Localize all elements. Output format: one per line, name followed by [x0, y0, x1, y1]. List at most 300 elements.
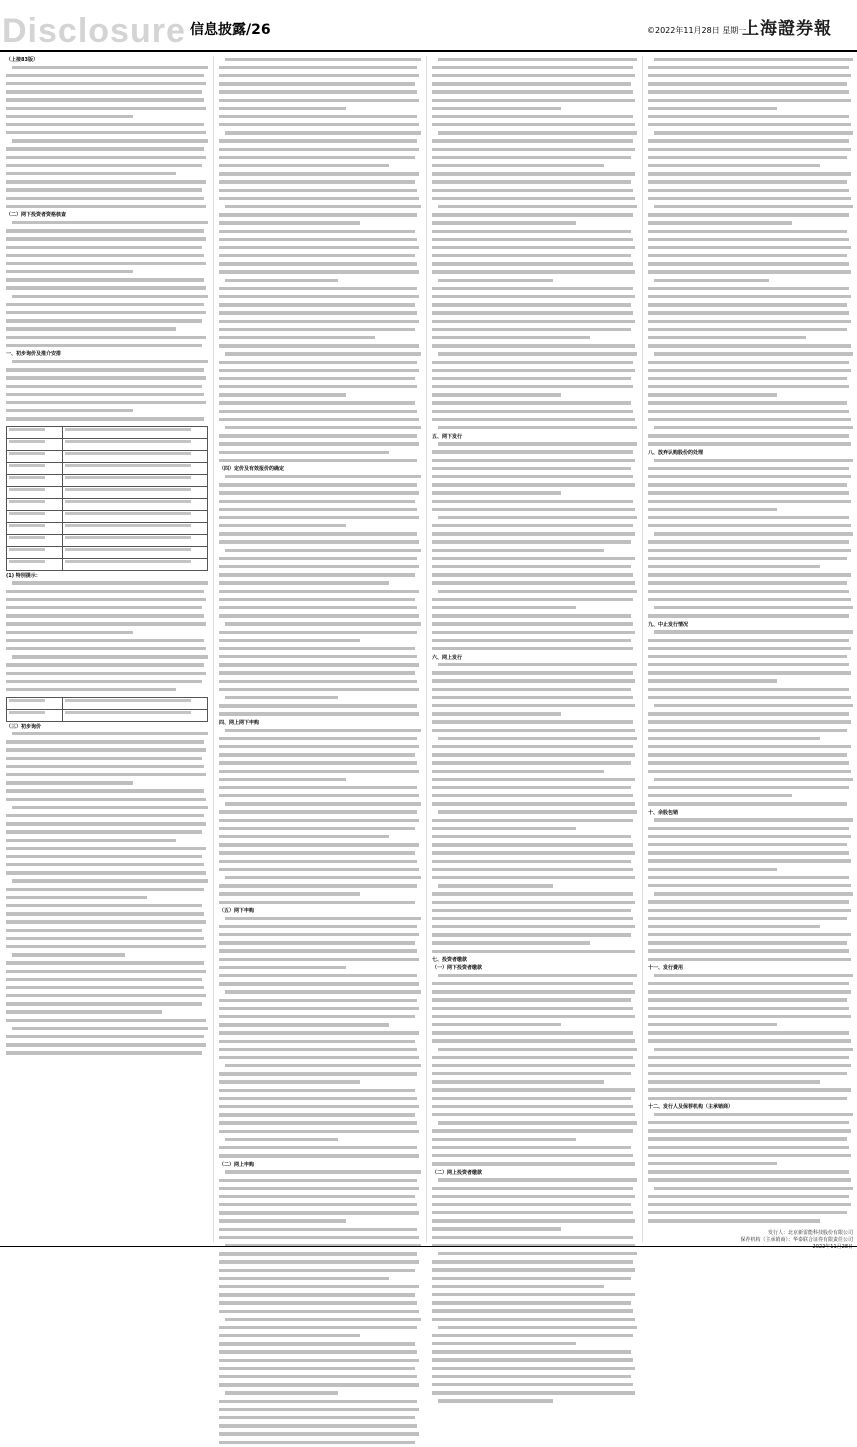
text-line [6, 896, 208, 903]
text-line [219, 990, 421, 997]
text-line [6, 197, 208, 204]
text-line [6, 417, 208, 424]
text-line [219, 156, 421, 163]
text-line [6, 847, 208, 854]
text-line [648, 925, 853, 932]
text-line [219, 1391, 421, 1398]
column-heading: （四）定价及有效报价的确定 [219, 466, 285, 473]
text-line [6, 360, 208, 367]
column-divider [642, 56, 643, 1242]
text-line [219, 1326, 421, 1333]
text-line [219, 524, 421, 531]
text-line [648, 1195, 853, 1202]
text-line [648, 1121, 853, 1128]
text-line [648, 1048, 853, 1055]
text-line [219, 1195, 421, 1202]
text-line [219, 418, 421, 425]
text-line [6, 814, 208, 821]
column-heading: 八、放弃认购股份的处理 [648, 450, 704, 456]
text-line [648, 786, 853, 793]
text-line [432, 107, 637, 114]
text-line [648, 1056, 853, 1063]
text-line [432, 1072, 637, 1079]
column-heading: 一、初步询价及推介安排 [6, 351, 62, 358]
text-line [219, 213, 421, 220]
text-line [648, 344, 853, 351]
text-line [432, 761, 637, 768]
text-line [219, 1432, 421, 1439]
text-line [219, 352, 421, 359]
text-line [648, 369, 853, 376]
text-line [432, 1252, 637, 1259]
text-line [219, 1359, 421, 1366]
text-line [648, 189, 853, 196]
text-line [219, 66, 421, 73]
text-line [432, 1031, 637, 1038]
text-line [6, 879, 208, 886]
section-word: Disclosure [2, 12, 186, 50]
column-heading: 十一、发行费用 [648, 965, 684, 972]
text-line [219, 1080, 421, 1087]
column-heading: （五）网下申购 [219, 908, 255, 915]
text-line [432, 1039, 637, 1046]
masthead [0, 0, 857, 52]
text-line [6, 581, 208, 588]
text-line [648, 238, 853, 245]
text-line [219, 688, 421, 695]
text-line [648, 704, 853, 711]
text-line [219, 729, 421, 736]
text-line [432, 639, 637, 646]
text-line [219, 221, 421, 228]
text-line [6, 147, 208, 154]
text-line [432, 925, 637, 932]
text-line [432, 1064, 637, 1071]
text-line [432, 1187, 637, 1194]
text-line [432, 745, 637, 752]
text-line [648, 246, 853, 253]
text-line [432, 1138, 637, 1145]
text-line [219, 401, 421, 408]
text-line [648, 508, 853, 515]
text-line [219, 614, 421, 621]
text-line [6, 631, 208, 638]
text-line [219, 1318, 421, 1325]
text-line [432, 1105, 637, 1112]
text-line [219, 663, 421, 670]
text-line [432, 508, 637, 515]
text-line [219, 1072, 421, 1079]
text-line [219, 238, 421, 245]
text-line [219, 189, 421, 196]
column-heading: (1) 特别提示： [6, 572, 41, 579]
text-line [648, 516, 853, 523]
text-line [219, 230, 421, 237]
text-line [6, 393, 208, 400]
text-line [648, 606, 853, 613]
text-line [219, 1301, 421, 1308]
table-cell [7, 546, 63, 558]
text-line [432, 205, 637, 212]
body-text [648, 459, 853, 621]
text-line [648, 1178, 853, 1185]
header-rule [0, 50, 857, 52]
text-line [219, 254, 421, 261]
text-line [432, 1146, 637, 1153]
text-line [6, 368, 208, 375]
text-line [648, 663, 853, 670]
text-line [219, 532, 421, 539]
text-line [219, 123, 421, 130]
text-line [432, 139, 637, 146]
text-line [432, 1023, 637, 1030]
text-line [432, 254, 637, 261]
column-heading: 七、投资者缴款 [432, 957, 468, 964]
text-line [648, 900, 853, 907]
text-line [219, 1138, 421, 1145]
text-line [432, 303, 637, 310]
text-line [648, 868, 853, 875]
text-line [648, 401, 853, 408]
text-line [648, 696, 853, 703]
column-heading: （二）网上申购 [219, 1161, 255, 1168]
text-line [219, 336, 421, 343]
text-line [219, 802, 421, 809]
text-line [432, 974, 637, 981]
text-line [648, 107, 853, 114]
text-line [648, 540, 853, 547]
text-line [6, 66, 208, 73]
text-line [648, 761, 853, 768]
text-line [648, 998, 853, 1005]
text-line [432, 475, 637, 482]
text-line [432, 336, 637, 343]
text-line [648, 532, 853, 539]
text-line [6, 663, 208, 670]
text-line [648, 745, 853, 752]
text-line [6, 1019, 208, 1026]
text-line [432, 1260, 637, 1267]
text-line [648, 958, 853, 965]
text-line [219, 835, 421, 842]
text-line [219, 1441, 421, 1447]
text-line [432, 631, 637, 638]
text-line [219, 884, 421, 891]
text-line [219, 1121, 421, 1128]
text-line [6, 319, 208, 326]
text-line [432, 418, 637, 425]
text-line [432, 189, 637, 196]
text-line [219, 1048, 421, 1055]
table-cell [7, 498, 63, 510]
text-line [6, 655, 208, 662]
text-line [432, 221, 637, 228]
text-line [432, 123, 637, 130]
text-line [648, 434, 853, 441]
text-line [432, 1350, 637, 1357]
text-line [6, 221, 208, 228]
text-line [648, 843, 853, 850]
text-line [648, 794, 853, 801]
text-line [432, 1383, 637, 1390]
text-line [432, 901, 637, 908]
text-line [219, 205, 421, 212]
article-column-4 [648, 56, 853, 1242]
text-line [219, 639, 421, 646]
text-line [648, 835, 853, 842]
text-line [648, 1097, 853, 1104]
text-line [432, 1309, 637, 1316]
signature-date [648, 1244, 853, 1251]
text-line [648, 614, 853, 621]
text-line [648, 1007, 853, 1014]
text-line [219, 778, 421, 785]
text-line [6, 781, 208, 788]
table-cell [63, 438, 208, 450]
text-line [6, 286, 208, 293]
text-line [648, 213, 853, 220]
text-line [6, 680, 208, 687]
text-line [219, 631, 421, 638]
text-line [432, 361, 637, 368]
text-line [219, 1203, 421, 1210]
text-line [432, 500, 637, 507]
text-line [219, 753, 421, 760]
table-cell [63, 474, 208, 486]
text-line [219, 197, 421, 204]
text-line [432, 606, 637, 613]
text-line [432, 491, 637, 498]
text-line [648, 303, 853, 310]
text-line [219, 115, 421, 122]
text-line [219, 974, 421, 981]
text-line [432, 663, 637, 670]
text-line [219, 82, 421, 89]
table-cell [63, 558, 208, 570]
text-line [6, 994, 208, 1001]
text-line [432, 82, 637, 89]
article-column-1 [6, 56, 208, 1242]
text-line [219, 246, 421, 253]
text-line [219, 320, 421, 327]
text-line [648, 74, 853, 81]
text-line [432, 1268, 637, 1275]
text-line [648, 1170, 853, 1177]
text-line [648, 753, 853, 760]
text-line [219, 99, 421, 106]
text-line [648, 909, 853, 916]
text-line [432, 131, 637, 138]
text-line [219, 393, 421, 400]
text-line [219, 107, 421, 114]
section-title: 信息披露/26 [190, 22, 271, 38]
text-line [432, 377, 637, 384]
text-line [219, 581, 421, 588]
table-cell [63, 498, 208, 510]
body-text [432, 663, 637, 956]
text-line [219, 516, 421, 523]
text-line [6, 90, 208, 97]
text-line [648, 139, 853, 146]
text-line [432, 622, 637, 629]
text-line [432, 720, 637, 727]
text-line [432, 696, 637, 703]
text-line [219, 1023, 421, 1030]
text-line [6, 839, 208, 846]
text-line [219, 483, 421, 490]
text-line [6, 647, 208, 654]
text-line [432, 581, 637, 588]
text-line [6, 401, 208, 408]
text-line [219, 287, 421, 294]
text-line [648, 655, 853, 662]
text-line [432, 74, 637, 81]
body-text [6, 360, 208, 424]
text-line [432, 778, 637, 785]
text-line [432, 295, 637, 302]
text-line [219, 500, 421, 507]
text-line [648, 876, 853, 883]
text-line [6, 598, 208, 605]
table-cell [63, 510, 208, 522]
text-line [648, 1162, 853, 1169]
text-line [6, 311, 208, 318]
text-line [648, 729, 853, 736]
text-line [6, 295, 208, 302]
text-line [648, 859, 853, 866]
text-line [6, 863, 208, 870]
text-line [648, 418, 853, 425]
text-line [432, 614, 637, 621]
text-line [219, 139, 421, 146]
text-line [648, 737, 853, 744]
column-heading: 九、中止发行情况 [648, 621, 689, 628]
text-line [219, 786, 421, 793]
table-cell [63, 709, 208, 721]
text-line [6, 303, 208, 310]
text-line [6, 606, 208, 613]
text-line [6, 336, 208, 343]
table-cell [63, 450, 208, 462]
body-text [648, 58, 853, 449]
text-line [219, 311, 421, 318]
table-cell [7, 426, 63, 438]
body-text [219, 729, 421, 908]
text-line [648, 974, 853, 981]
text-line [6, 409, 208, 416]
text-line [432, 1375, 637, 1382]
text-line [432, 1367, 637, 1374]
text-line [648, 712, 853, 719]
text-line [648, 311, 853, 318]
text-line [648, 573, 853, 580]
text-line [648, 82, 853, 89]
text-line [432, 311, 637, 318]
column-heading: 十、余股包销 [648, 809, 679, 816]
text-line [648, 892, 853, 899]
text-line [648, 491, 853, 498]
text-line [219, 361, 421, 368]
text-line [219, 475, 421, 482]
table-cell [7, 534, 63, 546]
text-line [648, 262, 853, 269]
text-line [432, 1154, 637, 1161]
text-line [648, 393, 853, 400]
text-line [648, 180, 853, 187]
text-line [648, 598, 853, 605]
text-line [432, 1162, 637, 1169]
table-cell [7, 486, 63, 498]
text-line [432, 450, 637, 457]
text-line [219, 459, 421, 466]
text-line [432, 532, 637, 539]
text-line [219, 696, 421, 703]
text-line [6, 82, 208, 89]
text-line [6, 688, 208, 695]
text-line [6, 1027, 208, 1034]
text-line [6, 830, 208, 837]
text-line [219, 565, 421, 572]
underwriter-signature: 保荐机构（主承销商）：华泰联合证券有限责任公司 [740, 1236, 853, 1243]
text-line [6, 961, 208, 968]
text-line [219, 1293, 421, 1300]
text-line [648, 581, 853, 588]
text-line [6, 98, 208, 105]
text-line [219, 770, 421, 777]
text-line [432, 1195, 637, 1202]
text-line [432, 1048, 637, 1055]
table-cell [63, 522, 208, 534]
table-cell [7, 450, 63, 462]
text-line [6, 270, 208, 277]
text-line [648, 1203, 853, 1210]
body-text [432, 58, 637, 433]
text-line [648, 197, 853, 204]
text-line [219, 671, 421, 678]
text-line [219, 712, 421, 719]
text-line [219, 270, 421, 277]
text-line [6, 1010, 208, 1017]
text-line [432, 557, 637, 564]
text-line [432, 598, 637, 605]
text-line [648, 770, 853, 777]
table-cell [7, 697, 63, 709]
text-line [432, 279, 637, 286]
text-line [219, 598, 421, 605]
text-line [648, 671, 853, 678]
text-line [648, 557, 853, 564]
text-line [432, 197, 637, 204]
text-line [219, 295, 421, 302]
text-line [6, 757, 208, 764]
text-line [432, 385, 637, 392]
text-line [432, 524, 637, 531]
text-line [6, 639, 208, 646]
text-line [6, 327, 208, 334]
text-line [6, 115, 208, 122]
body-text [219, 917, 421, 1161]
text-line [219, 1089, 421, 1096]
text-line [432, 933, 637, 940]
text-line [219, 1408, 421, 1415]
text-line [432, 393, 637, 400]
table-cell [63, 697, 208, 709]
text-line [6, 278, 208, 285]
text-line [219, 1105, 421, 1112]
text-line [219, 606, 421, 613]
text-line [219, 1252, 421, 1259]
article-column-2 [219, 56, 421, 1242]
